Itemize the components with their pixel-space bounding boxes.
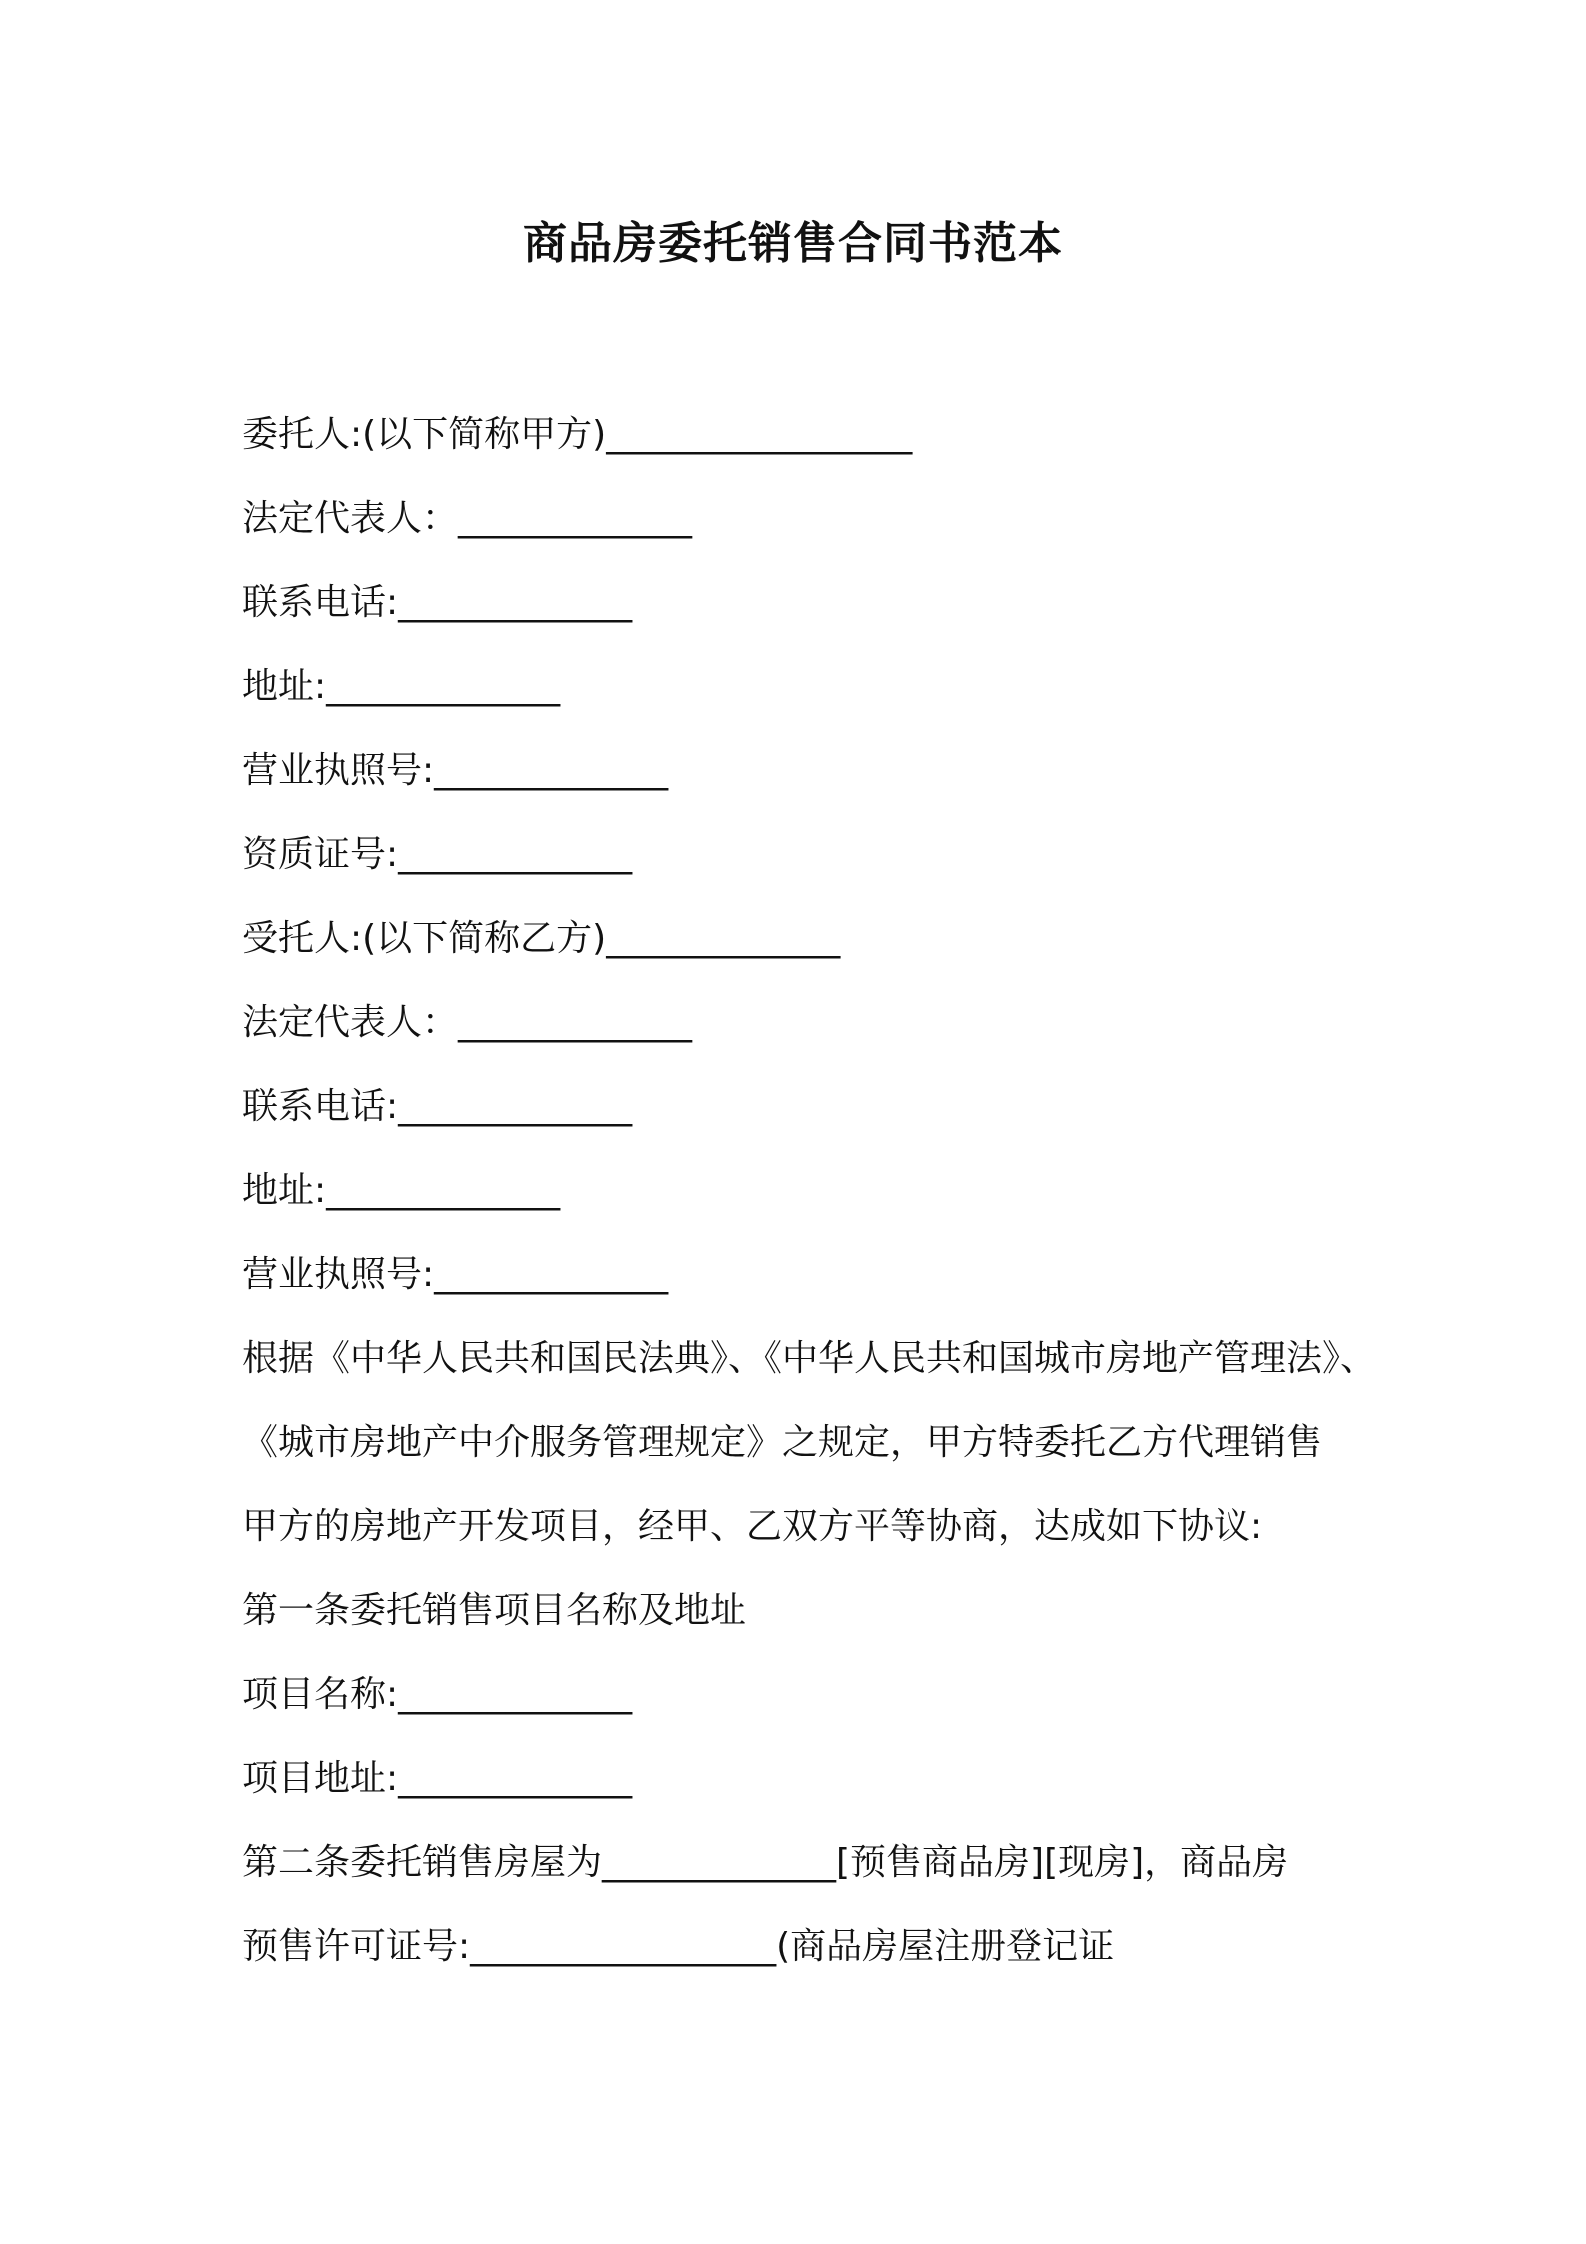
project-name-line: 项目名称:_____________ [242,1674,633,1715]
agent-phone-line: 联系电话:_____________ [242,1086,633,1127]
article-two-line-1: 第二条委托销售房屋为_____________[预售商品房][现房]，商品房 [242,1842,1289,1883]
document-title: 商品房委托销售合同书范本 [523,218,1063,269]
client-address-line: 地址:_____________ [242,666,561,707]
client-line: 委托人:(以下简称甲方)_________________ [242,414,913,455]
client-legal-rep-line: 法定代表人：_____________ [242,498,693,539]
article-one-heading: 第一条委托销售项目名称及地址 [242,1590,747,1631]
client-qualification-line: 资质证号:_____________ [242,834,633,875]
project-address-line: 项目地址:_____________ [242,1758,633,1799]
basis-paragraph-line-2: 《城市房地产中介服务管理规定》之规定，甲方特委托乙方代理销售 [242,1422,1323,1463]
basis-paragraph-line-3: 甲方的房地产开发项目，经甲、乙双方平等协商，达成如下协议: [242,1506,1263,1547]
agent-license-line: 营业执照号:_____________ [242,1254,669,1295]
document-body [242,408,1382,2004]
basis-paragraph-line-1: 根据《中华人民共和国民法典》、《中华人民共和国城市房地产管理法》、 [242,1338,1377,1379]
client-phone-line: 联系电话:_____________ [242,582,633,623]
article-two-line-2: 预售许可证号:_________________(商品房屋注册登记证 [242,1926,1115,1967]
agent-line: 受托人:(以下简称乙方)_____________ [242,918,841,959]
client-license-line: 营业执照号:_____________ [242,750,669,791]
agent-legal-rep-line: 法定代表人：_____________ [242,1002,693,1043]
agent-address-line: 地址:_____________ [242,1170,561,1211]
